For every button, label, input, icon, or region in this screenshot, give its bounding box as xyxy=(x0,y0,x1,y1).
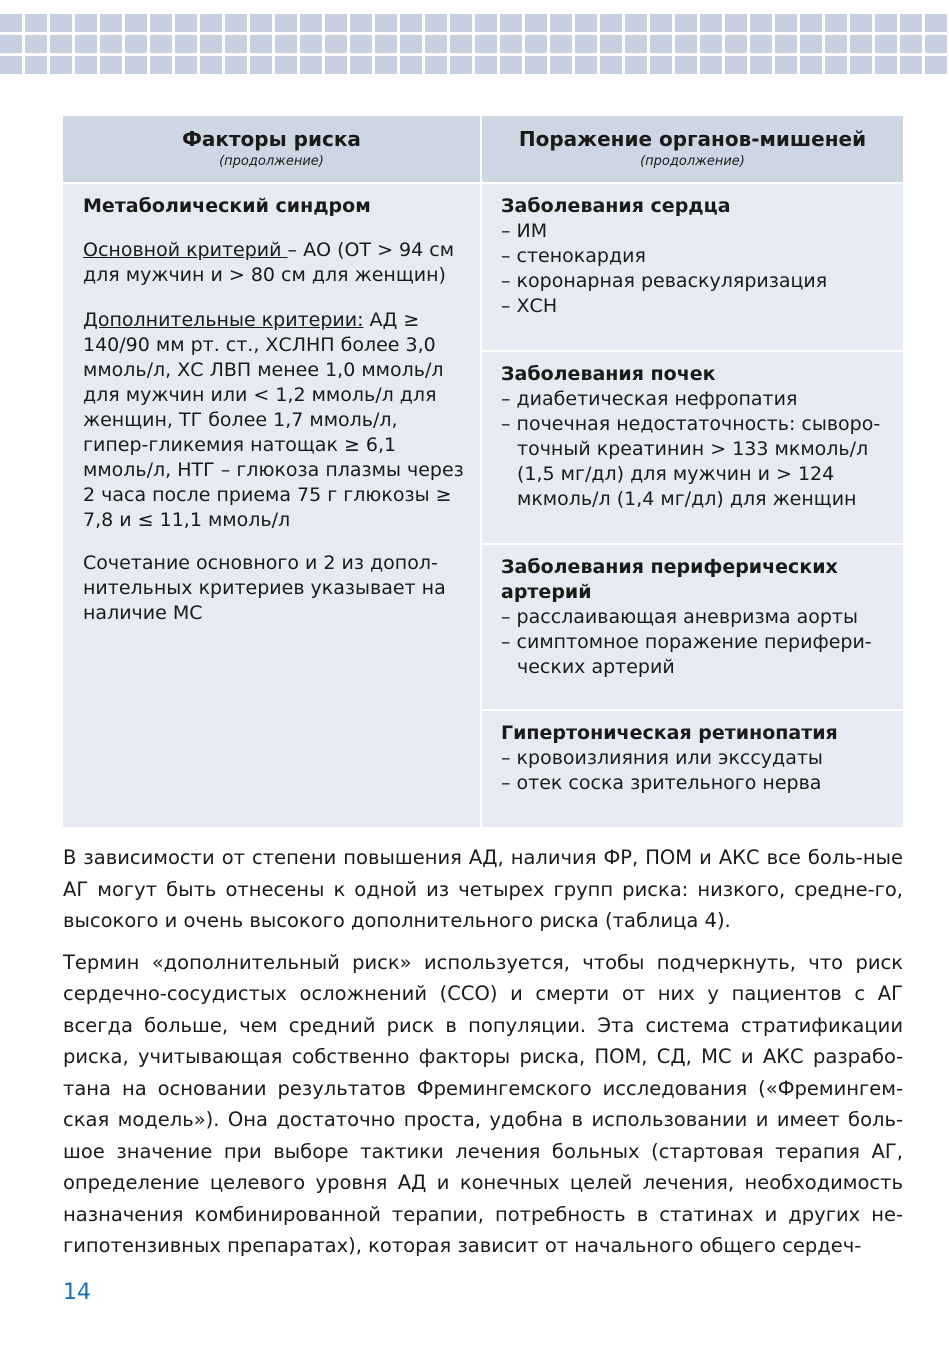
extra-criteria xyxy=(83,308,466,533)
main-criterion xyxy=(83,238,466,288)
combination-note: Сочетание основного и 2 из допол-нительных критериев указывает на наличие МС xyxy=(83,552,446,624)
main-criterion-text: – АО (ОТ > 94 см для мужчин и > 80 см для женщин) xyxy=(83,239,455,286)
header-risk-factors xyxy=(63,116,482,182)
header-right-subtitle: (продолжение) xyxy=(640,154,745,169)
risk-table xyxy=(63,116,903,827)
heart-disease-title: Заболевания сердца xyxy=(501,195,731,217)
header-right-title: Поражение органов-мишеней xyxy=(518,127,867,151)
body-text xyxy=(63,842,903,1272)
header-left-title: Факторы риска xyxy=(182,127,361,151)
list-item: – ИМ xyxy=(501,220,548,242)
metabolic-syndrome-cell xyxy=(63,182,482,827)
list-item: – коронарная реваскуляризация xyxy=(501,270,828,292)
paragraph: Термин «дополнительный риск» используется, чтобы подчеркнуть, что риск сердечно-сосудистых осложнений (ССО) и смерти от них у пациентов с АГ всегда больше, чем средний риск в популяции. Эта система стратификации риска, учитывающая собственно факторы риска, ПОМ, СД, МС и АКС разрабо-тана на основании результатов Фремингемского исследования («Фремингем-ская модель»). Она достаточно проста, удобна в использовании и имеет боль-шое значение при выборе тактики лечения больных (стартовая терапия АГ, определение целевого уровня АД и конечных целей лечения, необходимость назначения комбинированной терапии, потребность в статинах и других не-гипотензивных препаратах), которая зависит от начального общего сердеч- xyxy=(63,950,903,1257)
extra-criteria-label: Дополнительные критерии: xyxy=(83,309,364,331)
list-item: – диабетическая нефропатия xyxy=(501,388,798,410)
list-item: – стенокардия xyxy=(501,245,646,267)
list-item: – ХСН xyxy=(501,295,558,317)
retinopathy-section xyxy=(482,709,903,827)
tile-pattern xyxy=(0,14,949,78)
metabolic-syndrome-title: Метаболический синдром xyxy=(83,195,371,217)
list-item: – расслаивающая аневризма аорты xyxy=(501,606,858,628)
peripheral-arteries-title: Заболевания периферических артерий xyxy=(501,556,838,603)
extra-criteria-text: АД ≥ 140/90 мм рт. ст., ХСЛНП более 3,0 ммоль/л, ХС ЛВП менее 1,0 ммоль/л для мужчин или < 1,2 ммоль/л для женщин, ТГ более 1,7 ммоль/л, гипер-гликемия натощак ≥ 6,1 ммоль/л, НТГ – глюкоза плазмы через 2 часа после приема 75 г глюкозы ≥ 7,8 и ≤ 11,1 ммоль/л xyxy=(83,309,464,531)
list-item: – отек соска зрительного нерва xyxy=(501,772,822,794)
list-item: – кровоизлияния или экссудаты xyxy=(501,747,823,769)
heart-disease-section xyxy=(482,182,903,350)
list-item: – почечная недостаточность: сыворо-точный креатинин > 133 мкмоль/л (1,5 мг/дл) для мужчин и > 124 мкмоль/л (1,4 мг/дл) для женщин xyxy=(501,413,881,510)
peripheral-arteries-section xyxy=(482,543,903,709)
target-organs-cell xyxy=(482,182,903,827)
page-number: 14 xyxy=(63,1280,91,1305)
kidney-disease-title: Заболевания почек xyxy=(501,363,716,385)
kidney-disease-section xyxy=(482,350,903,543)
decorative-header-band xyxy=(0,14,949,78)
paragraph: В зависимости от степени повышения АД, наличия ФР, ПОМ и АКС все боль-ные АГ могут быть отнесены к одной из четырех групп риска: низкого, средне-го, высокого и очень высокого дополнительного риска (таблица 4). xyxy=(63,846,903,932)
list-item: – симптомное поражение перифери-ческих артерий xyxy=(501,631,872,678)
header-left-subtitle: (продолжение) xyxy=(219,154,324,169)
header-target-organs xyxy=(482,116,903,182)
main-criterion-label: Основной критерий xyxy=(83,239,288,261)
retinopathy-title: Гипертоническая ретинопатия xyxy=(501,722,838,744)
